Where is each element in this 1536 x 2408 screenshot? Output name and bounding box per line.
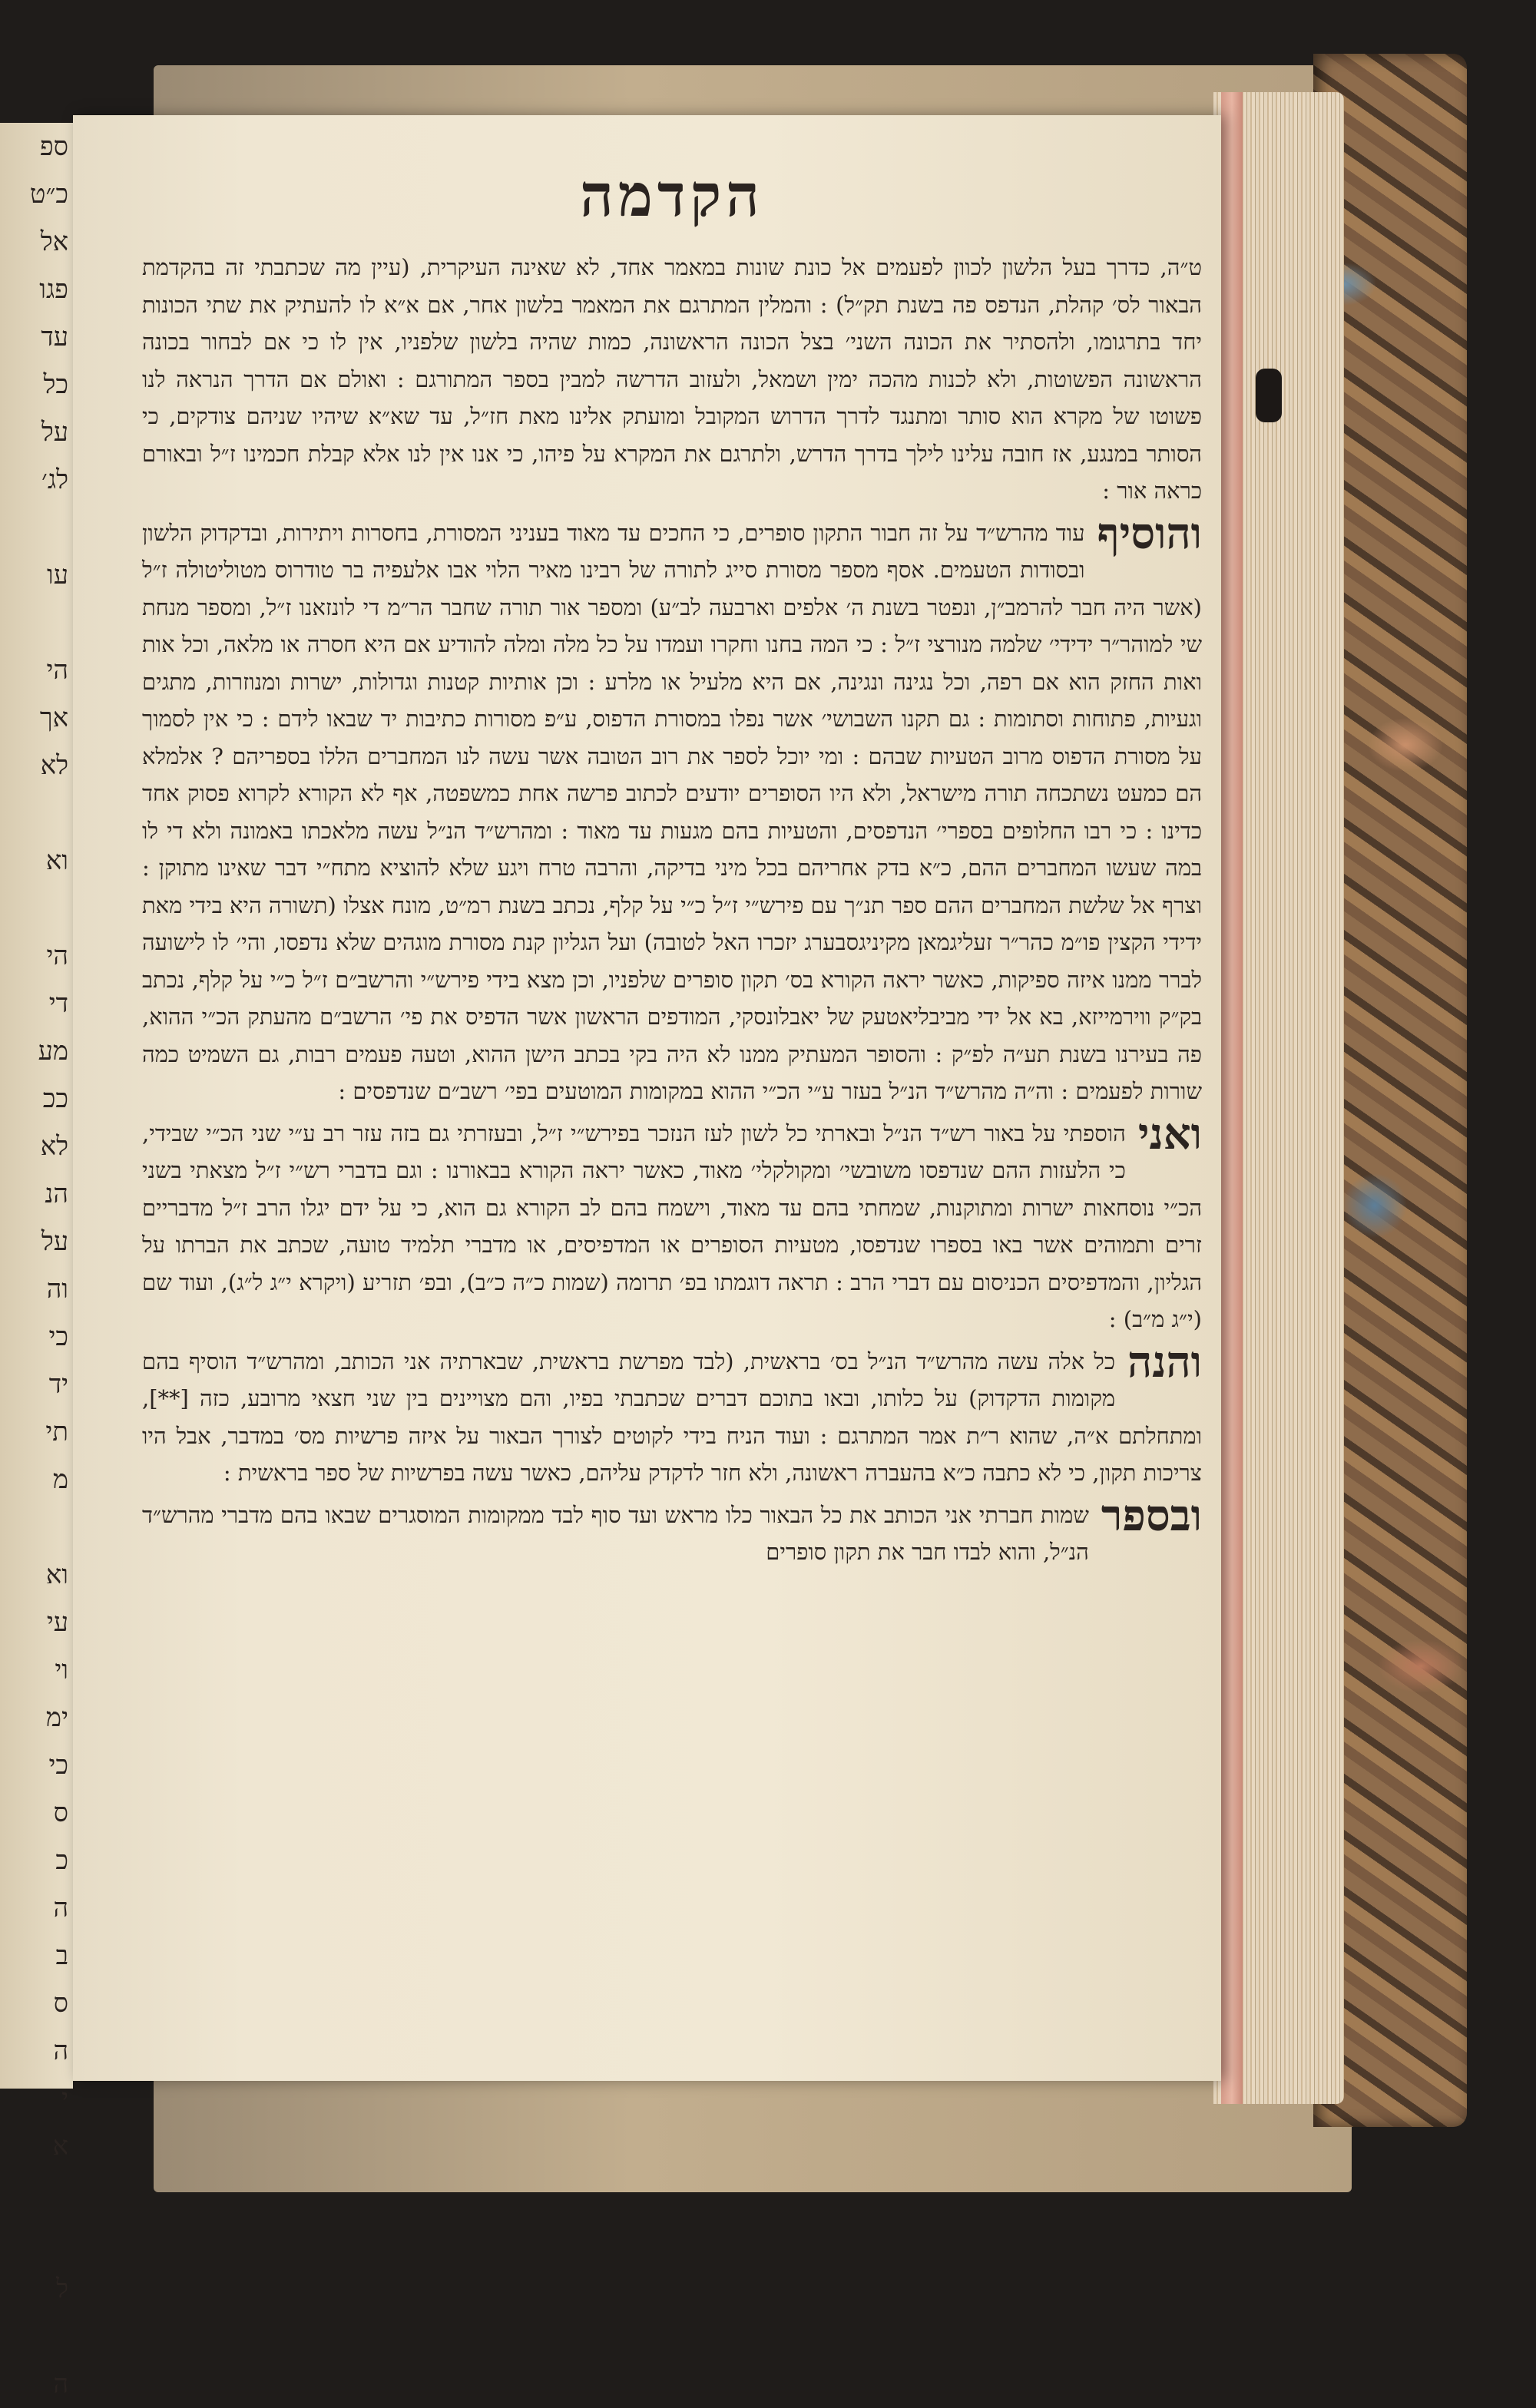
red-page-edge [1221, 92, 1243, 2104]
facing-page-line [0, 2218, 73, 2265]
facing-page-line: על [41, 417, 68, 448]
paragraph [142, 1108, 1202, 1338]
facing-page-line: עו [47, 560, 68, 590]
paragraph-text: כל אלה עשה מהרש״ד הנ״ל בס׳ בראשית, (לבד מפרשת בראשית, שבארתיה אני הכותב, ומהרש״ד הוסיף בהם מקומות הדקדוק) על כלותו, ובאו בתוכם דברים שכתבתי בפיו, והם מצויינים בין שני חצאי מרובע, כזה [**], ומתחלתם א״ה, שהוא ר״ת אמר המתרגם : ועוד הניח בידי לקוטים לצורך הבאור על איזה פרשיות מס׳ במדבר, אבל היו צריכות תקון, כי לא כתבה כ״א בהעברה ראשונה, ולא חזר לדקדק עליהם, כאשר עשה בפרשיות של ספר בראשית : [142, 1348, 1202, 1486]
paragraph [142, 1336, 1202, 1492]
facing-page-line: וא [45, 845, 68, 876]
facing-page-line: וה [46, 1274, 68, 1305]
paragraph-lead-word: והוסיף [1097, 508, 1202, 559]
facing-page-line: כ [55, 1845, 68, 1876]
facing-page-line: כי [48, 1750, 68, 1781]
paragraph-lead-word: והנה [1127, 1336, 1202, 1388]
facing-page-line: לא [40, 1131, 68, 1162]
facing-page-line: לג׳ [41, 465, 68, 495]
facing-page-line: י [61, 2083, 68, 2114]
facing-page-line: מ [52, 1464, 68, 1495]
facing-page-line [0, 504, 73, 551]
facing-page-line: כי [48, 1321, 68, 1352]
facing-page-line: אל [40, 227, 68, 257]
facing-page-line: ה [53, 1893, 68, 1923]
book-page [73, 115, 1221, 2081]
facing-page-line: הי [46, 655, 68, 686]
facing-page-line: עד [41, 322, 68, 352]
facing-page-line: תי [45, 1417, 68, 1447]
facing-page-line: ה [53, 2369, 68, 2400]
facing-page-line [0, 885, 73, 932]
facing-page-line: ככ [42, 1083, 68, 1114]
paragraph [142, 1490, 1202, 1571]
facing-page-line: מע [38, 1036, 68, 1067]
paragraph-text: שמות חברתי אני הכותב את כל הבאור כלו מראש ועד סוף לבד ממקומות המוסגרים שבאו בהם מדברי מהרש״ד הנ״ל, והוא לבדו חבר את תקון סופרים [142, 1501, 1089, 1565]
facing-page-line [0, 2170, 73, 2218]
facing-page-line: כל [43, 369, 68, 400]
facing-page-line: ימ [45, 1702, 68, 1733]
facing-page-line: ל [56, 2274, 68, 2304]
facing-page-line: ס [53, 1988, 68, 2019]
facing-page-line: פגו [39, 274, 68, 305]
facing-page-line: עי [46, 1607, 68, 1638]
facing-page-line [0, 1503, 73, 1551]
paragraph-text: הוספתי על באור רש״ד הנ״ל ובארתי כל לשון לעז הנזכר בפירש״י ז״ל, ובעזרתי גם בזה עזר רב ע״י שני הכ״י שבידי, כי הלעזות ההם שנדפסו משובשי׳ ומקולקלי׳ מאוד, כאשר יראה הקורא בבאורנו : וגם בדברי רש״י ז״ל מצאתי בשני הכ״י נוסחאות ישרות ומתוקנות, שמחתי בהם עד מאוד, וישמח בהם לב הקורא גם הוא, כי על ידם יגלו הרב ז״ל מדבריים זרים ותמוהים אשר באו בספרו שנדפסו, מטעיות הסופרים או המדפיסים, או מדברי תלמיד טועה, שכתב את הברתו על הגליון, והמדפיסים הכניסום עם דברי הרב : תראה דוגמתו בפ׳ תרומה (שמות כ״ה כ״ב), ובפ׳ תזריע (ויקרא י״ג ל״ג), ועוד שם (י״ג מ״ב) : [142, 1120, 1202, 1332]
paragraph-lead-word: ואני [1137, 1108, 1202, 1159]
facing-page-line: ב [55, 1940, 68, 1971]
facing-page-line: א [52, 2131, 68, 2162]
facing-page-line: לא [40, 750, 68, 781]
paragraph [142, 508, 1202, 1110]
page-text [142, 161, 1202, 2019]
facing-page-line: על [41, 1226, 68, 1257]
facing-page-line: אך [39, 703, 68, 733]
facing-page-line: הי [46, 941, 68, 971]
facing-page-line [0, 789, 73, 837]
facing-page-line: וי [55, 1655, 68, 1685]
facing-page-line: וא [45, 1560, 68, 1590]
facing-page-line: ה [53, 2036, 68, 2066]
paragraph-text: עוד מהרש״ד על זה חבור התקון סופרים, כי החכים עד מאוד בעניני המסורת, בחסרות ויתירות, ובדקדוק הלשון ובסודות הטעמים. אסף מספר מסורת סייג לתורה של רבינו מאיר הלוי אבו אלעפיה בר טודרוס מטוליטולה ז״ל (אשר היה חבר להרמב״ן, ונפטר בשנת ה׳ אלפים וארבעה לב״ע) ומספר אור תורה שחבר הר״מ די לונזאנו ז״ל, ומספר מנחת שי למוהר״ר ידידי׳ שלמה מנורצי ז״ל : כי המה בחנו וחקרו ועמדו על כל מלה ומלה להודיע אם היא חסרה או מלאה, וכל אות ואות החזק הוא אם רפה, וכל נגינה ונגינה, אם היא מלעיל או מלרע : וכן אותיות קטנות וגדולות, ישרות ומנוזרות, מתגים וגעיות, פתוחות וסתומות : גם תקנו השבושי׳ אשר נפלו במסורת הדפוס, ע״פ מסורות כתיבות יד שבאו לידם : כי אין לסמוך על מסורת הדפוס מרוב הטעיות שבהם : ומי יוכל לספר את רוב הטובה אשר עשה לנו המחברים הללו בספריהם ? אלמלא הם כמעט נשתכחה תורה מישראל, ולא היו הסופרים יודעים לכתוב פרשה אחת כמשפטה, אף לא הקורא לקרוא פסוק אחד כדינו : כי רבו החלופים בספרי׳ הנדפסים, והטעיות בהם מגעות עד מאוד : ומהרש״ד הנ״ל עשה מלאכתו באמונה ולא די לו במה שעשו המחברים ההם, כ״א בדק אחריהם בכל מיני בדיקה, והרבה טרח ויגע שלא להוציא מתח״י דבר שאינו מתוקן : וצרף אל שלשת המחברים ההם ספר תנ״ך עם פירש״י ז״ל כ״י על קלף, נכתב בשנת רמ״ט, מונח אצלו (תשורה היא בידי מאת ידידי הקצין פו״מ כהר״ר זעליגמאן מקיניגסבערג יזכרו האל לטובה) ועל הגליון קנת מסורת מוגהים שלא נדפסו, והי׳ לו לישועה לברר ממנו איזה ספיקות, כאשר יראה הקורא בס׳ תקון סופרים שלפניו, וכן מצא בידי פירש״י והרשב״ם ז״ל כ״י על קלף, נכתב בק״ק ווירמייזא, בא אל ידי מביבליאטעק של יאבלונסקי, המודפים הראשון אשר הדפיס את פי׳ הרשב״ם מהעתק הכ״י ההוא, פה בעירנו בשנת תע״ה לפ״ק : והסופר המעתיק ממנו לא היה בקי בכתב הישן ההוא, וטעה פעמים רבות, גם השמיט כמה שורות לפעמים : וה״ה מהרש״ד הנ״ל בעזר ע״י הכ״י ההוא במקומות המוטעים בפי׳ רשב״ם שנדפסים : [142, 519, 1202, 1104]
page-title: הקדמה [580, 161, 764, 230]
paragraph-text: ט״ה, כדרך בעל הלשון לכוון לפעמים אל כונת שונות במאמר אחד, לא שאינה העיקרית, (עיין מה שכתבתי זה בהקדמת הבאור לס׳ קהלת, הנדפס פה בשנת תק״ל) : והמלין המתרגם את המאמר בלשון אחר, אם א״א לו להעתיק את שתי הכונות יחד בתרגומו, ולהסתיר את הכונה השני׳ בצל הכונה הראשונה, כמות שהיה בלשון שלפניו, אין לו כי אם לבחור בכונה הראשונה הפשוטות, ולא לכנות מהכה ימין ושמאל, ולעזוב הדרשה למבין בספר המתורגם : ואולם אם הדרך הנראה לנו פשוטו של מקרא הוא סותר ומתנגד לדרך הדרוש המקובל ומועתק אלינו מאת חז״ל, עד שא״א שיהיו שניהם צודקים, כי הסותר במנגע, אז חובה עלינו לילך בדרך הדרש, ולתרגם את המקרא על פיהו, כי אנו אין לנו אלא קבלת חכמינו ז״ל ובאורם כראה אור : [142, 254, 1202, 504]
facing-page-line: יד [48, 1369, 68, 1400]
facing-page-line: ספ [39, 131, 68, 162]
paragraph-list [142, 249, 1202, 1571]
paragraph-lead-word: ובספר [1101, 1490, 1202, 1541]
facing-page-line: הנ [45, 1179, 68, 1209]
facing-page-line [0, 599, 73, 647]
page-tear-mark [1256, 369, 1282, 422]
facing-page-line: כ״ט [29, 179, 68, 210]
facing-page-line: ס [53, 1798, 68, 1828]
facing-page-line: די [48, 988, 68, 1019]
facing-page-fragment [0, 123, 73, 2400]
paragraph [142, 249, 1202, 510]
facing-page-line [0, 2313, 73, 2360]
